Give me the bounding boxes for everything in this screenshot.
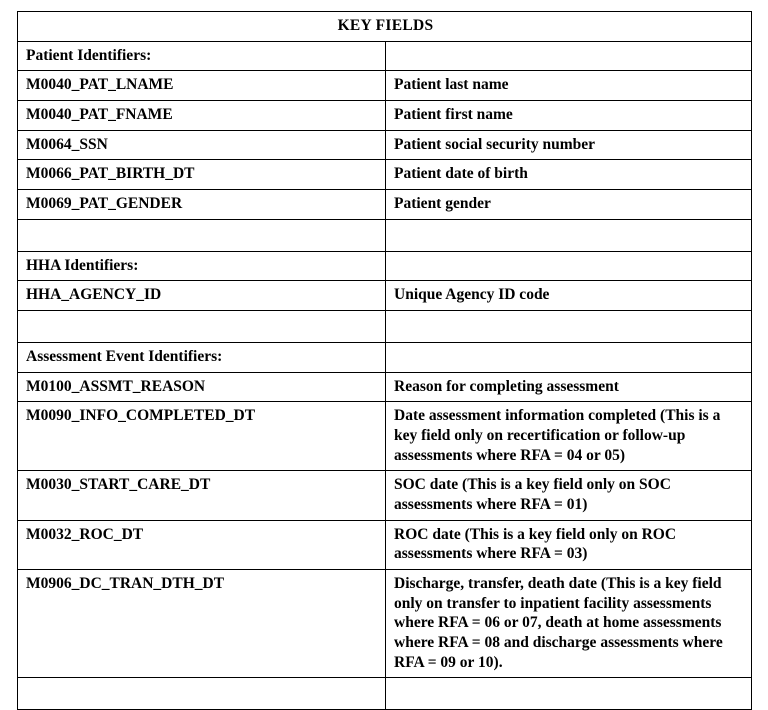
row-description bbox=[386, 251, 752, 281]
table-row bbox=[18, 471, 752, 520]
table-body bbox=[18, 12, 752, 710]
row-field-name: Assessment Event Identifiers: bbox=[18, 343, 386, 373]
row-description: Patient social security number bbox=[386, 130, 752, 160]
row-description bbox=[386, 219, 752, 251]
row-field-name: HHA_AGENCY_ID bbox=[18, 281, 386, 311]
row-field-name: M0064_SSN bbox=[18, 130, 386, 160]
table-row bbox=[18, 520, 752, 569]
row-field-name: Patient Identifiers: bbox=[18, 41, 386, 71]
row-description: Reason for completing assessment bbox=[386, 372, 752, 402]
table-row bbox=[18, 71, 752, 101]
row-description: Patient last name bbox=[386, 71, 752, 101]
row-description bbox=[386, 311, 752, 343]
table-row bbox=[18, 190, 752, 220]
row-description: Patient gender bbox=[386, 190, 752, 220]
table-row bbox=[18, 281, 752, 311]
row-field-name bbox=[18, 678, 386, 710]
row-description: Unique Agency ID code bbox=[386, 281, 752, 311]
row-description: Discharge, transfer, death date (This is a key field only on transfer to inpatient facility assessments where RFA = 06 or 07, death at home assessments where RFA = 08 and discharge assessments where RFA = 09 or 10). bbox=[386, 570, 752, 678]
row-field-name bbox=[18, 219, 386, 251]
key-fields-table-wrapper bbox=[17, 11, 751, 710]
table-row bbox=[18, 160, 752, 190]
row-field-name: M0040_PAT_FNAME bbox=[18, 101, 386, 131]
table-row bbox=[18, 101, 752, 131]
row-field-name: M0066_PAT_BIRTH_DT bbox=[18, 160, 386, 190]
row-description: Date assessment information completed (This is a key field only on recertification or follow-up assessments where RFA = 04 or 05) bbox=[386, 402, 752, 471]
table-title-row bbox=[18, 12, 752, 42]
table-spacer-row bbox=[18, 219, 752, 251]
row-field-name: HHA Identifiers: bbox=[18, 251, 386, 281]
table-row bbox=[18, 570, 752, 678]
row-description bbox=[386, 41, 752, 71]
table-spacer-row bbox=[18, 678, 752, 710]
row-field-name: M0040_PAT_LNAME bbox=[18, 71, 386, 101]
table-row bbox=[18, 41, 752, 71]
row-field-name: M0069_PAT_GENDER bbox=[18, 190, 386, 220]
key-fields-table bbox=[17, 11, 752, 710]
table-row bbox=[18, 251, 752, 281]
row-description: ROC date (This is a key field only on ROC assessments where RFA = 03) bbox=[386, 520, 752, 569]
row-description bbox=[386, 343, 752, 373]
row-description bbox=[386, 678, 752, 710]
row-field-name: M0030_START_CARE_DT bbox=[18, 471, 386, 520]
row-field-name: M0906_DC_TRAN_DTH_DT bbox=[18, 570, 386, 678]
table-row bbox=[18, 343, 752, 373]
row-field-name: M0090_INFO_COMPLETED_DT bbox=[18, 402, 386, 471]
table-spacer-row bbox=[18, 311, 752, 343]
row-field-name bbox=[18, 311, 386, 343]
table-title: KEY FIELDS bbox=[18, 12, 752, 42]
table-row bbox=[18, 130, 752, 160]
row-field-name: M0032_ROC_DT bbox=[18, 520, 386, 569]
row-description: Patient date of birth bbox=[386, 160, 752, 190]
row-field-name: M0100_ASSMT_REASON bbox=[18, 372, 386, 402]
table-row bbox=[18, 402, 752, 471]
row-description: SOC date (This is a key field only on SOC assessments where RFA = 01) bbox=[386, 471, 752, 520]
table-row bbox=[18, 372, 752, 402]
row-description: Patient first name bbox=[386, 101, 752, 131]
